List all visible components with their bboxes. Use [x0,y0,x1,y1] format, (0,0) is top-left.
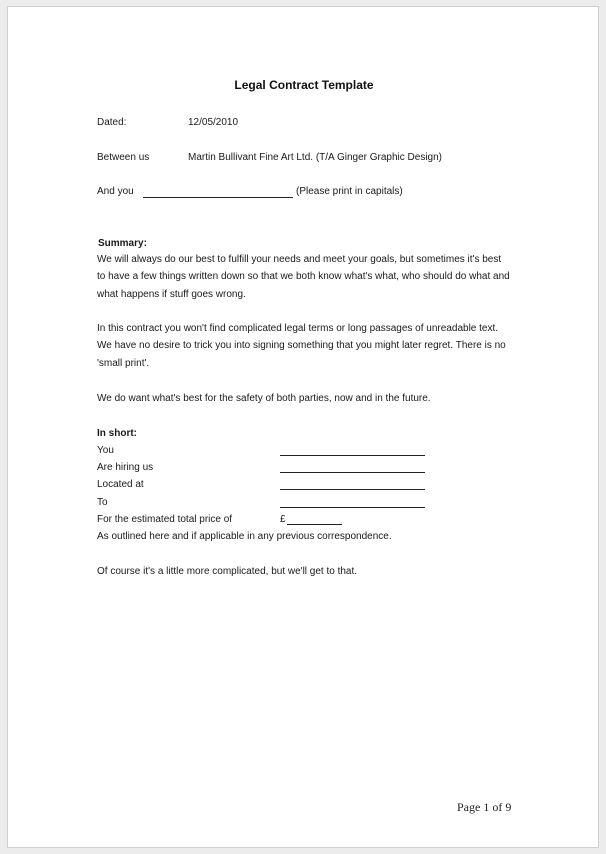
outlined-line: As outlined here and if applicable in any previous correspondence. [97,531,392,542]
in-short-label-located: Located at [97,479,144,490]
in-short-line-you[interactable] [280,455,425,456]
document-title: Legal Contract Template [234,78,374,92]
contract-paragraph [97,320,517,372]
contract-line: 'small print'. [97,357,150,369]
in-short-heading: In short: [97,428,137,439]
contract-line: We have no desire to trick you into signing something that you might later regret. There is no [97,340,506,352]
and-you-note: (Please print in capitals) [296,186,403,197]
between-label: Between us [97,152,150,163]
in-short-line-to[interactable] [280,507,425,508]
summary-heading: Summary: [98,238,147,249]
price-line[interactable] [287,513,342,525]
summary-line: what happens if stuff goes wrong. [97,288,246,300]
in-short-line-hiring[interactable] [280,472,425,473]
in-short-label-to: To [97,497,108,508]
in-short-label-hiring: Are hiring us [97,462,154,473]
price-symbol: £ [280,514,286,525]
dated-label: Dated: [97,117,127,128]
contract-line: In this contract you won't find complicated legal terms or long passages of unreadable text. [97,323,499,334]
in-short-line-located[interactable] [280,489,425,490]
safety-line: We do want what's best for the safety of both parties, now and in the future. [97,393,431,404]
between-value: Martin Bullivant Fine Art Ltd. (T/A Ginger Graphic Design) [188,152,442,163]
price-label: For the estimated total price of [97,514,233,525]
in-short-label-you: You [97,445,114,456]
dated-value: 12/05/2010 [188,117,239,128]
closing-line: Of course it's a little more complicated, but we'll get to that. [97,566,358,577]
and-you-label: And you [97,186,134,197]
and-you-name-line[interactable] [143,186,293,198]
summary-line: to have a few things written down so that we both know what's what, who should do what and [97,271,510,283]
summary-paragraph [97,251,517,303]
summary-line: We will always do our best to fulfill your needs and meet your goals, but sometimes it's best [97,254,502,265]
document-page [7,6,599,848]
page-indicator: Page 1 of 9 [457,800,512,814]
